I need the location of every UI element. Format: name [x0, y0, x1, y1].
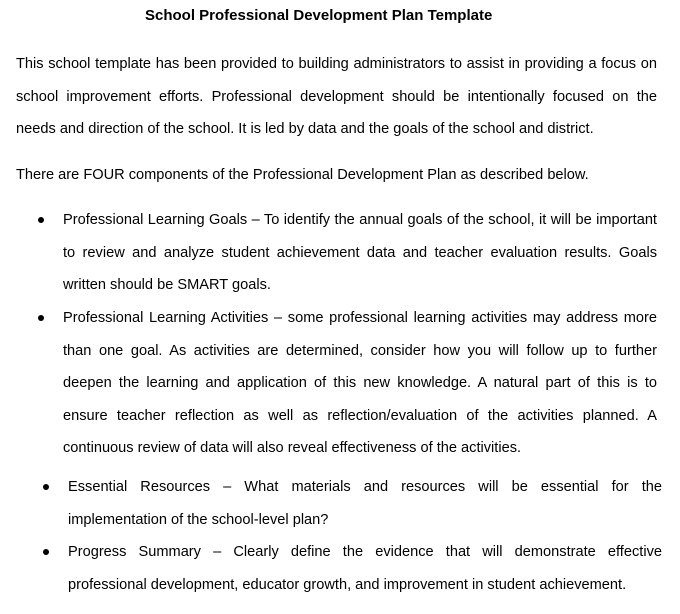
component-text: Progress Summary – Clearly define the evidence that will demonstrate effective professional development, educator growth, and improvement in student achievement. [68, 544, 662, 593]
bullet-icon [43, 484, 49, 490]
component-text: Professional Learning Goals – To identify the annual goals of the school, it will be important to review and analyze student achievement data and teacher evaluation results. Goals written should be SMART goals. [63, 212, 657, 293]
bullet-icon [38, 217, 44, 223]
intro-paragraph: This school template has been provided to building administrators to assist in providing a focus on school improvement efforts. Professional development should be intentionally focused on the needs and direction of the school. It is led by data and the goals of the school and district. [16, 56, 657, 137]
bullet-icon [38, 315, 44, 321]
component-text: Essential Resources – What materials and resources will be essential for the implementation of the school-level plan? [68, 479, 662, 528]
component-text: Professional Learning Activities – some professional learning activities may address more than one goal. As activities are determined, consider how you will follow up to further deepen the learning and application of this new knowledge. A natural part of this is to ensure teacher reflection as well as reflection/evaluation of the activities planned. A continuous review of data will also reveal effectiveness of the activities. [63, 310, 657, 456]
components-intro-paragraph: There are FOUR components of the Professional Development Plan as described below. [16, 167, 589, 183]
document-title: School Professional Development Plan Template [145, 7, 493, 24]
bullet-icon [43, 549, 49, 555]
